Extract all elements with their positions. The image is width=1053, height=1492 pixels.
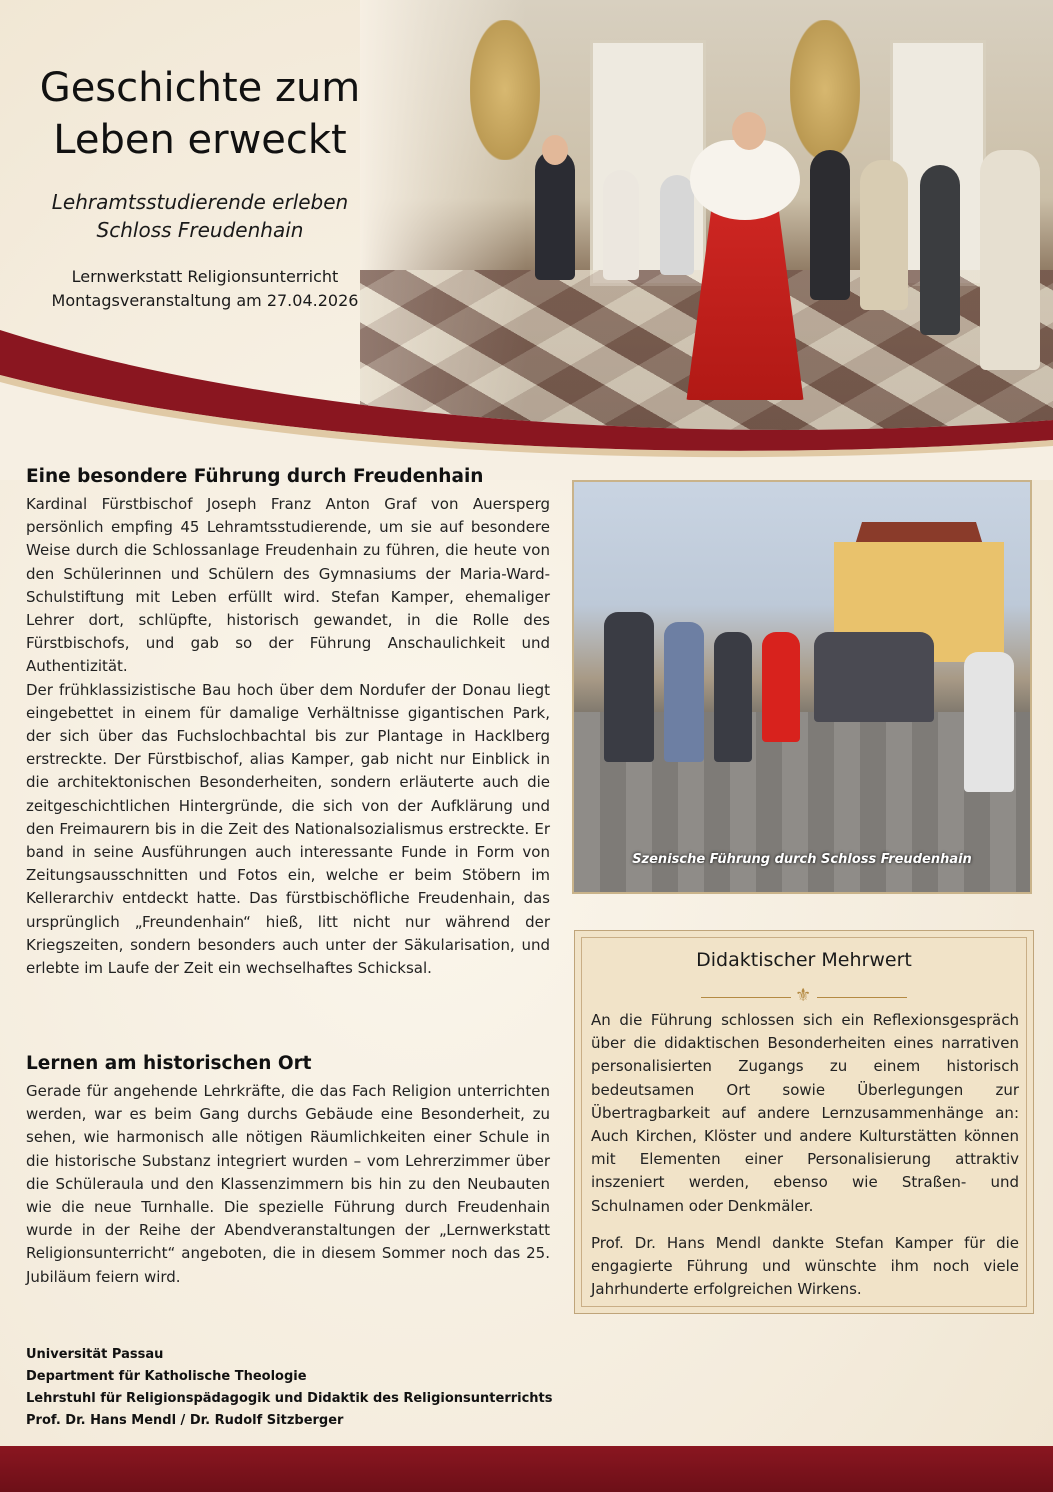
header-swoosh [0,300,1053,480]
student-group [814,632,934,722]
box-body [591,1009,1019,1315]
footer-line: Universität Passau [26,1347,164,1362]
wall-ornament [790,20,860,160]
student-figure [964,652,1014,792]
student-figure [604,612,654,762]
paragraph: Gerade für angehende Lehrkräfte, die das Fach Religion unterrichten werden, war es beim Gang durchs Gebäude eine Besonderheit, zu sehen, wie harmonisch alle nötigen Räumlichkeiten einer Schule in die historische Substanz integriert wurden – vom Lehrerzimmer über die Schüleraula und den Klassenzimmern bis hin zu den Neubauten wie die neue Turnhalle. Die spezielle Führung durch Freudenhain wurde in der Reihe der Abendveranstaltungen der „Lernwerkstatt Religionsunterricht“ angeboten, die in diesem Sommer noch das 25. Jubiläum feiern wird. [26,1082,550,1286]
footer-line: Prof. Dr. Hans Mendl / Dr. Rudolf Sitzberger [26,1413,344,1428]
footer-line: Department für Katholische Theologie [26,1369,307,1384]
section-learning [26,1053,550,1289]
student-figure [535,150,575,280]
student-figure [664,622,704,762]
meta-line: Montagsveranstaltung am 27.04.2026 [51,291,359,310]
student-figure [810,150,850,300]
section-heading: Lernen am historischen Ort [26,1053,312,1074]
student-figure [860,160,908,310]
subtitle-line: Lehramtsstudierende erleben [51,190,349,214]
paragraph: An die Führung schlossen sich ein Reflexionsgespräch über die didaktischen Besonderheiten eines narrativen personalisierten Zugangs zu einem historisch bedeutsamen Ort sowie Überlegungen zur Übertragbarkeit auf andere Lernzusammenhänge an: Auch Kirchen, Klöster und andere Kulturstätten können mit Elementen einer Personalisierung attraktiv inszeniert werden, ebenso wie Straßen- und Schulnamen oder Denkmäler. [591,1011,1019,1215]
section-tour [26,466,550,980]
meta-line: Lernwerkstatt Religionsunterricht [71,267,339,286]
wall-ornament [470,20,540,160]
page-subtitle [0,188,400,244]
page-title [0,62,400,166]
box-title: Didaktischer Mehrwert [696,949,912,971]
section-body [26,493,550,980]
institution-footer [26,1344,553,1432]
paragraph: Der frühklassizistische Bau hoch über dem Nordufer der Donau liegt eingebettet in einem für damalige Verhältnisse gigantischen Park, der sich über das Fuchslochbachtal bis zur Plantage in Hacklberg erstreckte. Der Fürstbischof, alias Kamper, gab nicht nur Einblick in die architektonischen Besonderheiten, sondern erläuterte auch die zeitgeschichtlichen Hintergründe, die sich von der Aufklärung und den Freimaurern bis in die Zeit des Nationalsozialismus erstreckte. Er band in seine Ausführungen auch interessante Funde in Form von Zeitungsausschnitten und Fotos ein, welche er beim Stöbern im Kellerarchiv entdeckt hatte. Das fürstbischöfliche Freudenhain, das ursprünglich „Freundenhain“ hieß, litt nicht nur während der Kriegszeiten, sondern besonders auch unter der Säkularisation, und erlebte im Laufe der Zeit ein wechselhaftes Schicksal. [26,680,550,978]
bottom-bar [0,1446,1053,1492]
student-figure [660,175,694,275]
section-heading: Eine besondere Führung durch Freudenhain [26,466,484,487]
ornamental-divider [701,985,907,1006]
paragraph: Kardinal Fürstbischof Joseph Franz Anton Graf von Auersperg persönlich empfing 45 Lehramtsstudierende, um sie auf besondere Weise durch die Schlossanlage Freudenhain zu führen, die heute von den Schülerinnen und Schülern des Gymnasiums der Maria-Ward-Schulstiftung mit Leben erfüllt wird. Stefan Kamper, ehemaliger Lehrer dort, schlüpfte, historisch gewandet, in die Rolle des Fürstbischofs, und gab so der Führung Anschaulichkeit und Authentizität. [26,495,550,676]
cardinal-head [732,112,766,150]
student-figure [603,170,639,280]
paragraph: Prof. Dr. Hans Mendl dankte Stefan Kamper für die engagierte Führung und wünschte ihm noch viele Jahrhunderte erfolgreichen Wirkens. [591,1233,1019,1299]
divider-line [817,997,907,998]
cardinal-figure [762,632,800,742]
student-figure [714,632,752,762]
didactic-box [574,930,1034,1314]
title-line: Geschichte zum [39,65,361,111]
event-meta [0,265,410,313]
terrace-photo [572,480,1032,894]
divider-line [701,997,791,998]
photo-caption: Szenische Führung durch Schloss Freudenhain [632,852,972,867]
subtitle-line: Schloss Freudenhain [96,218,304,242]
footer-line: Lehrstuhl für Religionspädagogik und Didaktik des Religionsunterrichts [26,1391,553,1406]
section-body [26,1080,550,1289]
student-head [542,135,568,165]
cardinal-cape [690,140,800,220]
title-line: Leben erweckt [53,117,347,163]
fleur-de-lis-icon: ⚜ [795,985,812,1006]
